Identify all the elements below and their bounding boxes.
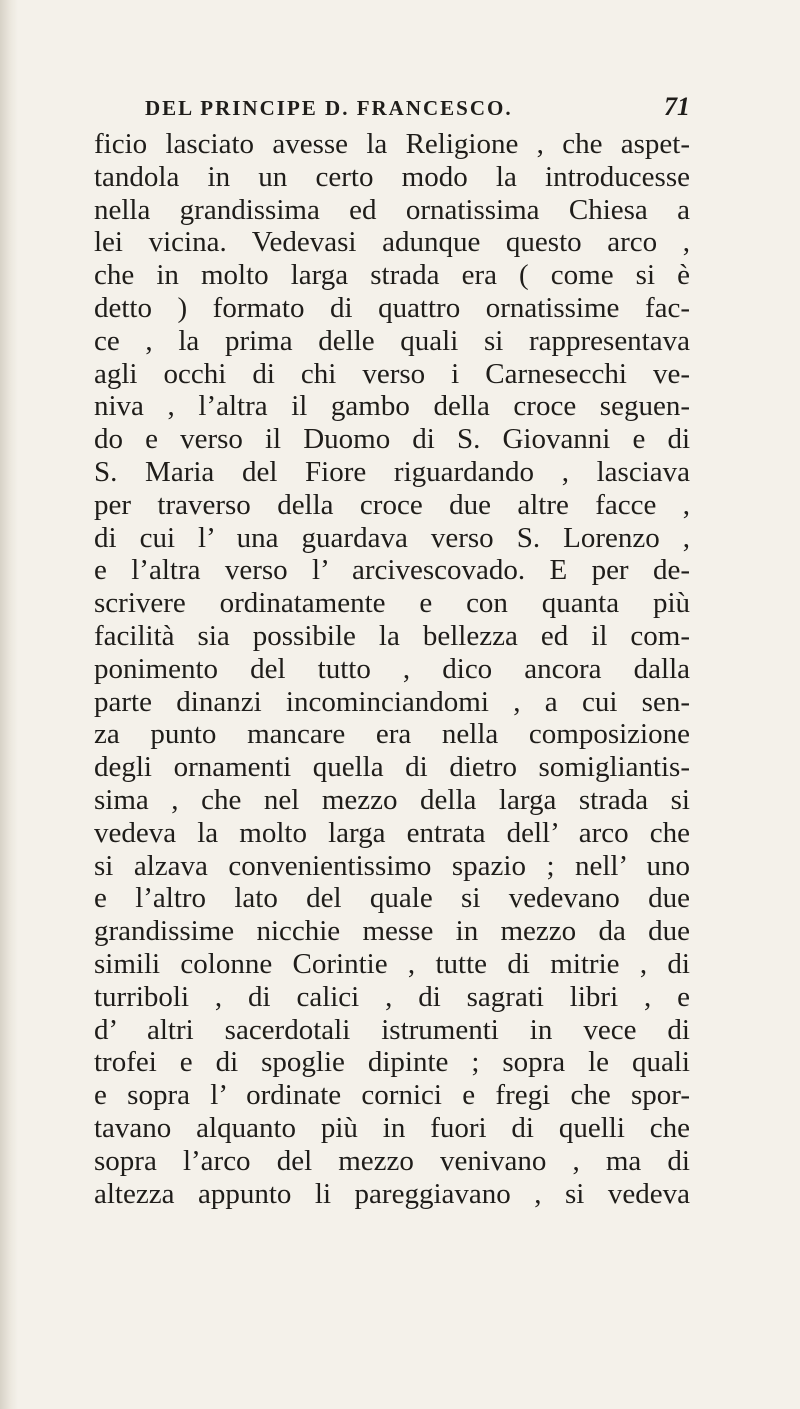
- text-line: e sopra l’ ordinate cornici e fregi che spor-: [94, 1079, 690, 1112]
- text-line: agli occhi di chi verso i Carnesecchi ve-: [94, 357, 690, 390]
- text-line: di cui l’ una guardava verso S. Lorenzo ,: [94, 521, 690, 554]
- text-line: S. Maria del Fiore riguardando , lasciava: [94, 455, 690, 488]
- text-line: si alzava convenientissimo spazio ; nell’ uno: [94, 849, 690, 882]
- text-line: scrivere ordinatamente e con quanta più: [94, 587, 690, 620]
- text-line: e l’altra verso l’ arcivescovado. E per de-: [94, 554, 690, 587]
- text-line: d’ altri sacerdotali istrumenti in vece di: [94, 1013, 690, 1046]
- running-title: DEL PRINCIPE D. FRANCESCO.: [145, 96, 513, 120]
- text-line: e l’altro lato del quale si vedevano due: [94, 882, 690, 915]
- text-line: facilità sia possibile la bellezza ed il com-: [94, 619, 690, 652]
- text-line: sima , che nel mezzo della larga strada si: [94, 783, 690, 816]
- text-line: trofei e di spoglie dipinte ; sopra le quali: [94, 1046, 690, 1079]
- text-line: detto ) formato di quattro ornatissime fac-: [94, 291, 690, 324]
- text-line: vedeva la molto larga entrata dell’ arco che: [94, 816, 690, 849]
- text-line: che in molto larga strada era ( come si è: [94, 259, 690, 292]
- running-head: [145, 92, 690, 132]
- text-line: per traverso della croce due altre facce ,: [94, 488, 690, 521]
- text-line: turriboli , di calici , di sagrati libri , e: [94, 980, 690, 1013]
- text-line: sopra l’arco del mezzo venivano , ma di: [94, 1144, 690, 1177]
- text-line: niva , l’altra il gambo della croce seguen-: [94, 390, 690, 423]
- page-binding-edge: [0, 0, 18, 1409]
- text-line: grandissime nicchie messe in mezzo da due: [94, 915, 690, 948]
- text-line: tavano alquanto più in fuori di quelli che: [94, 1111, 690, 1144]
- text-line: parte dinanzi incominciandomi , a cui sen-: [94, 685, 690, 718]
- text-line: ce , la prima delle quali si rappresentava: [94, 324, 690, 357]
- text-line: ficio lasciato avesse la Religione , che aspet-: [94, 128, 690, 160]
- text-line: za punto mancare era nella composizione: [94, 718, 690, 751]
- text-line: do e verso il Duomo di S. Giovanni e di: [94, 423, 690, 456]
- text-line: nella grandissima ed ornatissima Chiesa a: [94, 193, 690, 226]
- text-line: simili colonne Corintie , tutte di mitrie , di: [94, 947, 690, 980]
- text-line: degli ornamenti quella di dietro somigliantis-: [94, 751, 690, 784]
- text-line: tandola in un certo modo la introducesse: [94, 160, 690, 193]
- text-line: ponimento del tutto , dico ancora dalla: [94, 652, 690, 685]
- text-line: lei vicina. Vedevasi adunque questo arco ,: [94, 226, 690, 259]
- body-text: [94, 128, 690, 1210]
- text-line: altezza appunto li pareggiavano , si vedeva: [94, 1177, 690, 1210]
- page-number: 71: [664, 92, 690, 121]
